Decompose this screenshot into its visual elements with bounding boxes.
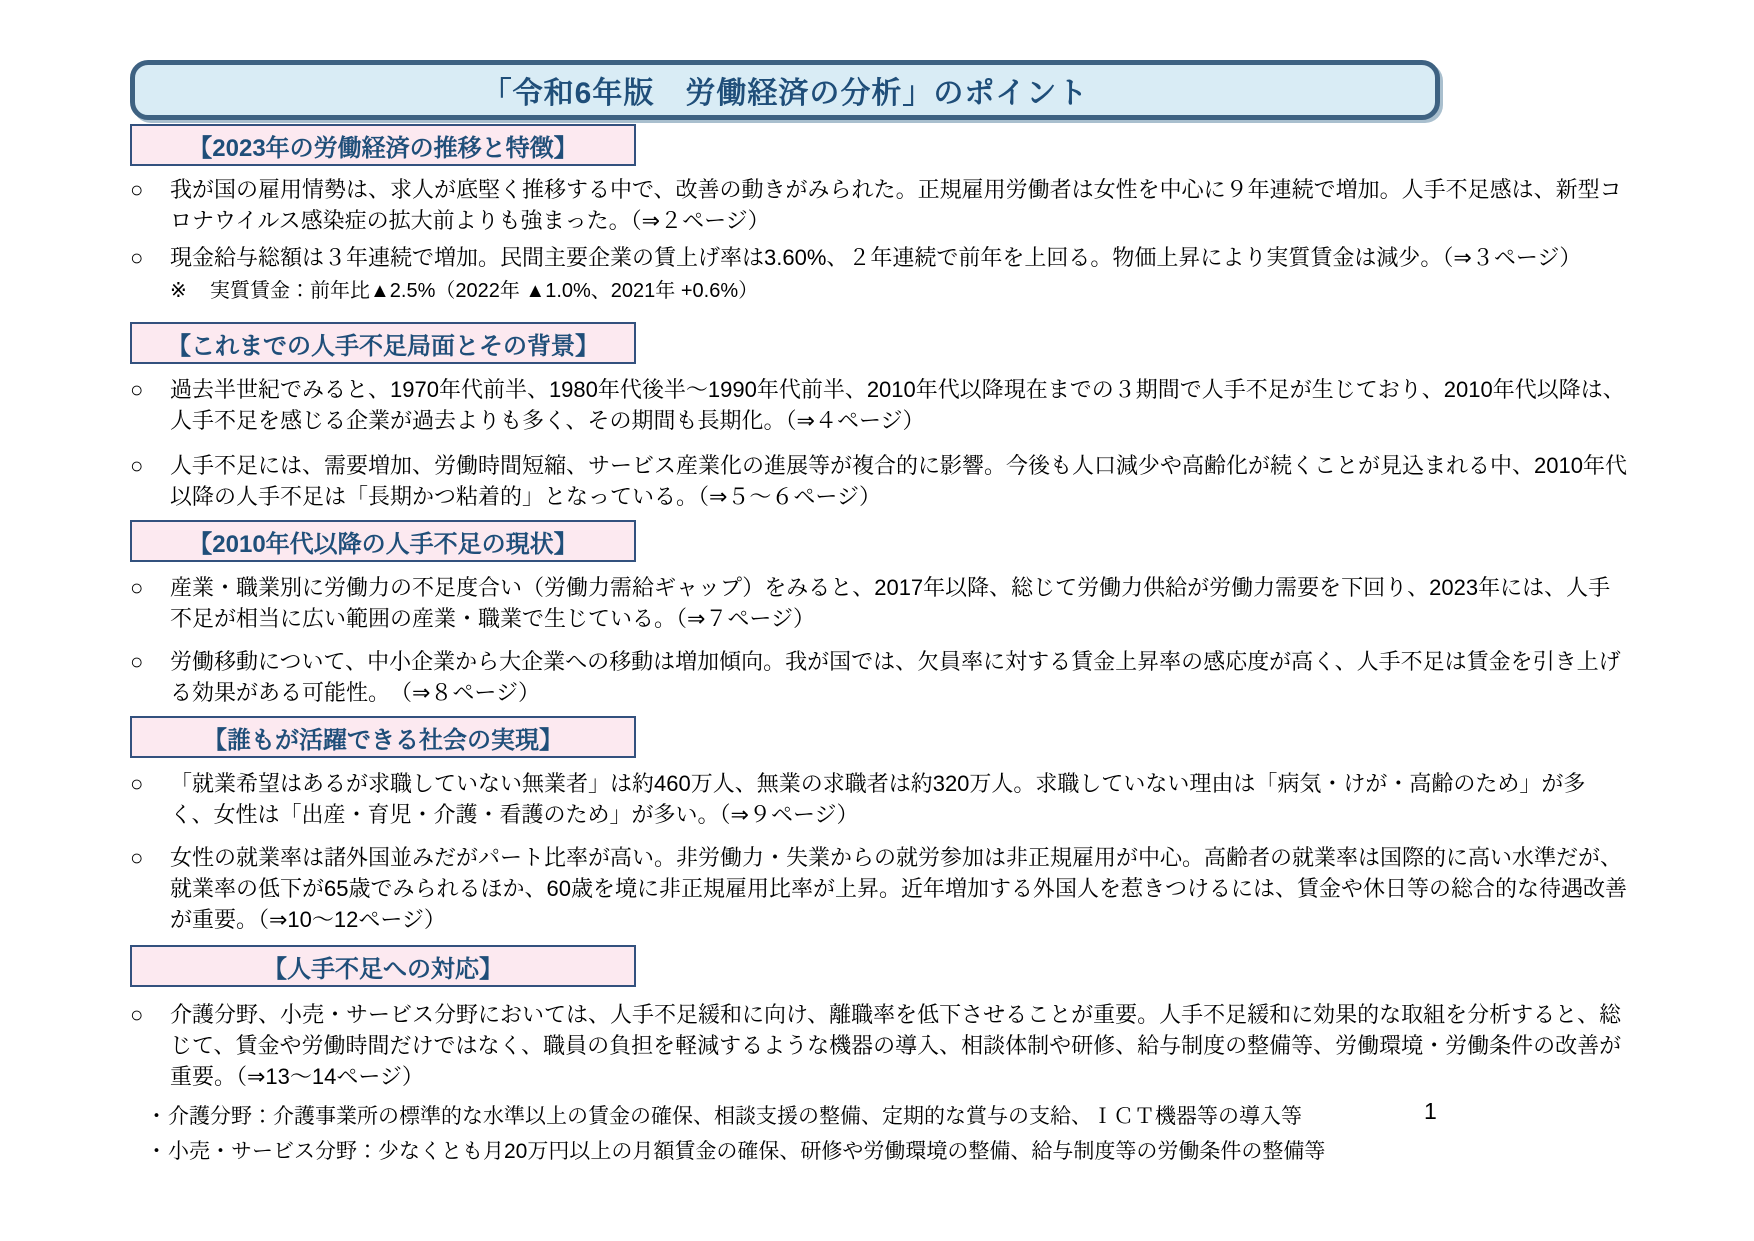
bullet-text: 介護分野、小売・サービス分野においては、人手不足緩和に向け、離職率を低下させることが重要。人手不足緩和に効果的な取組を分析すると、総じて、賃金や労働時間だけではなく、職員の負担を軽減するような機器の導入、相談体制や研修、給与制度の整備等、労働環境・労働条件の改善が重要。（⇒13～14ページ） [170, 1002, 1622, 1089]
circle-bullet-icon: ○ [130, 1002, 144, 1027]
section-heading-shortage-response: 【人手不足への対応】 [130, 945, 636, 987]
bullet-item [130, 450, 1627, 512]
title-box [130, 60, 1440, 120]
section-heading-current-shortage: 【2010年代以降の人手不足の現状】 [130, 520, 636, 562]
circle-bullet-icon: ○ [130, 377, 144, 402]
note-item [170, 277, 1627, 306]
bullet-text: 現金給与総額は３年連続で増加。民間主要企業の賃上げ率は3.60%、２年連続で前年を上回る。物価上昇により実質賃金は減少。（⇒３ページ） [170, 245, 1582, 270]
sub-bullet-item [146, 1137, 1627, 1166]
bullet-text: 人手不足には、需要増加、労働時間短縮、サービス産業化の進展等が複合的に影響。今後も人口減少や高齢化が続くことが見込まれる中、2010年代以降の人手不足は「長期かつ粘着的」となっている。（⇒５～６ページ） [170, 453, 1627, 509]
bullet-item [130, 999, 1627, 1092]
circle-bullet-icon: ○ [130, 845, 144, 870]
dot-bullet-icon: ・ [146, 1140, 167, 1163]
bullet-text: 労働移動について、中小企業から大企業への移動は増加傾向。我が国では、欠員率に対する賃金上昇率の感応度が高く、人手不足は賃金を引き上げる効果がある可能性。 （⇒８ページ） [170, 649, 1621, 705]
reference-mark-icon: ※ [170, 280, 187, 302]
sub-bullet-item [146, 1102, 1627, 1131]
dot-bullet-icon: ・ [146, 1105, 167, 1128]
bullet-text: 産業・職業別に労働力の不足度合い（労働力需給ギャップ）をみると、2017年以降、総じて労働力供給が労働力需要を下回り、2023年には、人手不足が相当に広い範囲の産業・職業で生じている。（⇒７ページ） [170, 575, 1611, 631]
slide-content [130, 124, 1627, 1166]
circle-bullet-icon: ○ [130, 245, 144, 270]
bullet-item [130, 572, 1627, 634]
bullet-item [130, 842, 1627, 935]
circle-bullet-icon: ○ [130, 649, 144, 674]
section-heading-inclusive-society: 【誰もが活躍できる社会の実現】 [130, 716, 636, 758]
note-text: 実質賃金：前年比▲2.5%（2022年 ▲1.0%、2021年 +0.6%） [210, 280, 759, 302]
bullet-text: 「就業希望はあるが求職していない無業者」は約460万人、無業の求職者は約320万人。求職していない理由は「病気・けが・高齢のため」が多く、女性は「出産・育児・介護・看護のため」が多い。（⇒９ページ） [170, 771, 1586, 827]
sub-bullet-text: 介護分野：介護事業所の標準的な水準以上の賃金の確保、相談支援の整備、定期的な賞与の支給、ＩＣＴ機器等の導入等 [168, 1105, 1302, 1128]
bullet-item [130, 374, 1627, 436]
page-number: 1 [1424, 1098, 1437, 1124]
bullet-item [130, 242, 1627, 273]
circle-bullet-icon: ○ [130, 177, 144, 202]
sub-bullet-text: 小売・サービス分野：少なくとも月20万円以上の月額賃金の確保、研修や労働環境の整備、給与制度等の労働条件の整備等 [168, 1140, 1326, 1163]
bullet-text: 我が国の雇用情勢は、求人が底堅く推移する中で、改善の動きがみられた。正規雇用労働者は女性を中心に９年連続で増加。人手不足感は、新型コロナウイルス感染症の拡大前よりも強まった。（⇒２ページ） [170, 177, 1622, 233]
section-heading-past-shortage: 【これまでの人手不足局面とその背景】 [130, 322, 636, 364]
bullet-text: 女性の就業率は諸外国並みだがパート比率が高い。非労働力・失業からの就労参加は非正規雇用が中心。高齢者の就業率は国際的に高い水準だが、就業率の低下が65歳でみられるほか、60歳を境に非正規雇用比率が上昇。近年増加する外国人を惹きつけるには、賃金や休日等の総合的な待遇改善が重要。（⇒10～12ページ） [170, 845, 1627, 932]
bullet-item [130, 768, 1627, 830]
bullet-item [130, 646, 1627, 708]
bullet-text: 過去半世紀でみると、1970年代前半、1980年代後半～1990年代前半、2010年代以降現在までの３期間で人手不足が生じており、2010年代以降は、人手不足を感じる企業が過去よりも多く、その期間も長期化。（⇒４ページ） [170, 377, 1625, 433]
bullet-item [130, 174, 1627, 236]
section-heading-2023-trends: 【2023年の労働経済の推移と特徴】 [130, 124, 636, 166]
circle-bullet-icon: ○ [130, 771, 144, 796]
circle-bullet-icon: ○ [130, 453, 144, 478]
page-title: 「令和6年版 労働経済の分析」のポイント [481, 77, 1089, 110]
circle-bullet-icon: ○ [130, 575, 144, 600]
